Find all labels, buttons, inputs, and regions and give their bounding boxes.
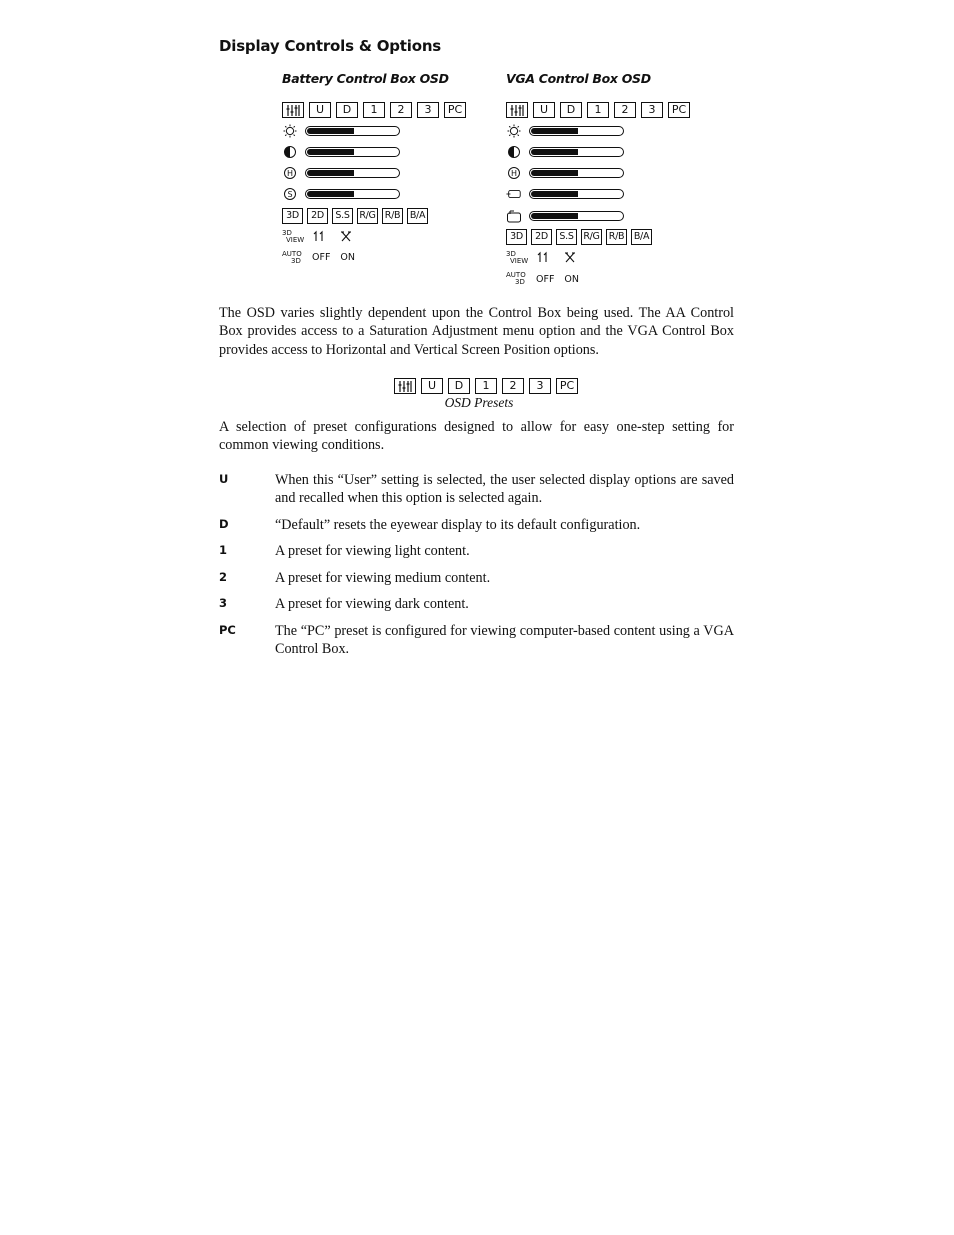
vga-mode-row (506, 226, 696, 247)
preset-pc: PC (556, 378, 578, 394)
preset-default: D (336, 102, 358, 118)
saturation-icon (282, 187, 298, 201)
auto-3d-off: OFF (312, 252, 331, 264)
svg-text:H: H (510, 169, 518, 179)
section-heading: Display Controls & Options (219, 37, 442, 55)
preset-default: D (448, 378, 470, 394)
equalizer-icon (394, 378, 416, 394)
3d-view-label: 3D VIEW (282, 228, 305, 244)
definition-term: 1 (219, 543, 228, 557)
definition-text: When this “User” setting is selected, the user selected display options are saved and recalled when this option is selected again. (275, 472, 734, 507)
vertical-position-slider (506, 205, 696, 226)
contrast-level-bar (529, 147, 624, 157)
definition-text: A preset for viewing medium content. (275, 570, 491, 586)
vga-auto-3d-row (506, 269, 696, 290)
mode-3d: 3D (506, 229, 527, 245)
hue-icon (282, 166, 298, 180)
contrast-icon (506, 145, 522, 159)
saturation-slider (282, 184, 472, 205)
horizontal-position-level-bar (529, 189, 624, 199)
definition-item (219, 471, 734, 508)
saturation-level-bar (305, 189, 400, 199)
definition-term: 3 (219, 596, 228, 610)
contrast-icon (282, 145, 298, 159)
definition-text: “Default” resets the eyewear display to its default configuration. (275, 517, 641, 533)
brightness-slider (506, 120, 696, 141)
svg-text:S: S (287, 190, 293, 200)
battery-mode-row (282, 205, 472, 226)
contrast-slider (282, 141, 472, 162)
preset-2: 2 (614, 102, 636, 118)
hue-level-bar (305, 168, 400, 178)
mode-2d: 2D (531, 229, 552, 245)
brightness-level-bar (305, 126, 400, 136)
hue-level-bar (529, 168, 624, 178)
contrast-slider (506, 141, 696, 162)
preset-pc: PC (668, 102, 690, 118)
mode-red-green: R/G (581, 229, 602, 245)
intro-paragraph: The OSD varies slightly dependent upon the Control Box being used. The AA Control Box provides access to a Saturation Adjustment menu option and the VGA Control Box provides access to Horizontal and Vertical Screen Position options. (219, 305, 734, 358)
preset-2: 2 (502, 378, 524, 394)
eye-normal-icon (536, 248, 550, 267)
mode-side-by-side: S.S (556, 229, 577, 245)
definition-text: A preset for viewing light content. (275, 543, 470, 559)
definition-item (219, 595, 734, 613)
mode-red-green: R/G (357, 208, 378, 224)
definition-term: U (219, 472, 229, 486)
preset-pc: PC (444, 102, 466, 118)
auto-3d-label: AUTO 3D (282, 249, 302, 265)
battery-osd (282, 71, 472, 269)
definition-text: The “PC” preset is configured for viewing computer-based content using a VGA Control Box. (275, 623, 734, 658)
definition-item (219, 569, 734, 587)
preset-2: 2 (390, 102, 412, 118)
mode-3d: 3D (282, 208, 303, 224)
preset-user: U (421, 378, 443, 394)
definition-term: 2 (219, 570, 228, 584)
battery-3d-view-row (282, 226, 472, 247)
brightness-icon (282, 124, 298, 138)
definition-term: PC (219, 623, 236, 637)
preset-1: 1 (363, 102, 385, 118)
equalizer-icon (506, 102, 528, 118)
definition-item (219, 542, 734, 560)
brightness-level-bar (529, 126, 624, 136)
battery-preset-row (282, 99, 472, 120)
brightness-slider (282, 120, 472, 141)
preset-3: 3 (529, 378, 551, 394)
vertical-position-level-bar (529, 211, 624, 221)
mode-blue-amber: B/A (631, 229, 652, 245)
presets-paragraph: A selection of preset configurations designed to allow for easy one-step setting for common viewing conditions. (219, 419, 734, 454)
preset-default: D (560, 102, 582, 118)
auto-3d-on: ON (340, 252, 355, 264)
osd-presets-figure (394, 378, 575, 394)
vga-osd (506, 71, 696, 290)
preset-3: 3 (417, 102, 439, 118)
hue-icon (506, 166, 522, 180)
figure-caption: OSD Presets (444, 395, 514, 410)
brightness-icon (506, 124, 522, 138)
horizontal-position-slider (506, 184, 696, 205)
eye-normal-icon (312, 227, 326, 246)
eye-swap-icon (564, 248, 576, 267)
mode-side-by-side: S.S (332, 208, 353, 224)
preset-user: U (533, 102, 555, 118)
definition-term: D (219, 517, 229, 531)
mode-red-blue: R/B (382, 208, 403, 224)
auto-3d-on: ON (564, 273, 579, 285)
3d-view-label: 3D VIEW (506, 249, 529, 265)
hue-slider (506, 163, 696, 184)
contrast-level-bar (305, 147, 400, 157)
vga-osd-title: VGA Control Box OSD (506, 71, 651, 86)
hue-slider (282, 163, 472, 184)
preset-1: 1 (475, 378, 497, 394)
definition-item (219, 516, 734, 534)
vertical-position-icon (506, 209, 522, 223)
battery-osd-title: Battery Control Box OSD (282, 71, 449, 86)
eye-swap-icon (340, 227, 352, 246)
mode-2d: 2D (307, 208, 328, 224)
auto-3d-off: OFF (536, 273, 555, 285)
mode-blue-amber: B/A (407, 208, 428, 224)
definition-item (219, 622, 734, 659)
battery-auto-3d-row (282, 247, 472, 268)
horizontal-position-icon (506, 187, 522, 201)
vga-preset-row (506, 99, 696, 120)
mode-red-blue: R/B (606, 229, 627, 245)
equalizer-icon (282, 102, 304, 118)
definition-text: A preset for viewing dark content. (275, 596, 469, 612)
preset-1: 1 (587, 102, 609, 118)
vga-3d-view-row (506, 247, 696, 268)
auto-3d-label: AUTO 3D (506, 271, 526, 287)
preset-3: 3 (641, 102, 663, 118)
svg-text:H: H (286, 169, 294, 179)
preset-user: U (309, 102, 331, 118)
